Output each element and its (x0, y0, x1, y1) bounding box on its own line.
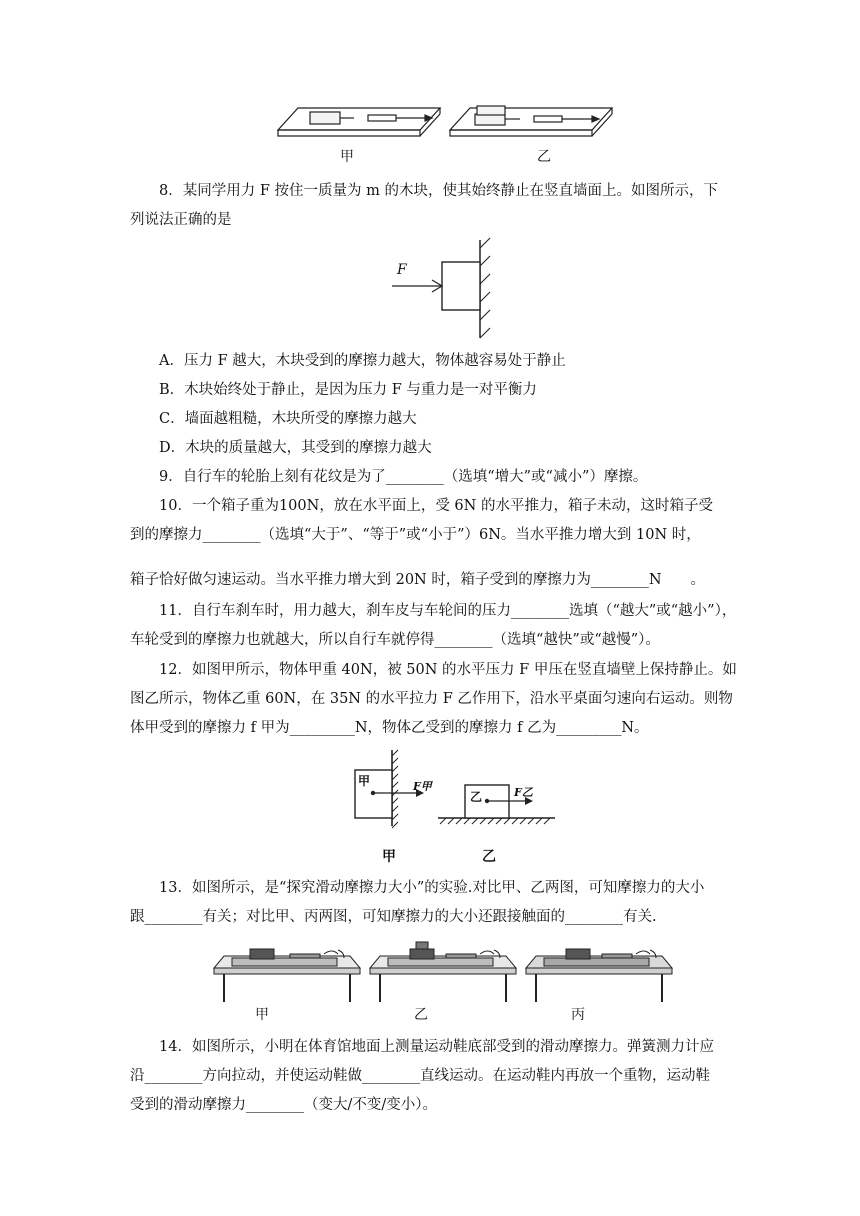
q13-figure-tables (210, 938, 680, 1004)
q12-caption-yi: 乙 (482, 849, 496, 865)
q9-line1: 9．自行车的轮胎上刻有花纹是为了________（选填“增大”或“减小”）摩擦。 (159, 469, 648, 485)
figure-top-caption-jia: 甲 (340, 149, 354, 165)
q10-line3: 箱子恰好做匀速运动。当水平推力增大到 20N 时，箱子受到的摩擦力为________N 。 (130, 572, 706, 588)
q12-caption-jia: 甲 (382, 849, 396, 865)
q14-line3: 受到的滑动摩擦力________（变大/不变/变小）。 (130, 1097, 438, 1113)
q10-line2: 到的摩擦力________（选填“大于”、“等于”或“小于”）6N。当水平推力增大到 10N 时， (130, 527, 701, 543)
q12-line1: 12．如图甲所示，物体甲重 40N，被 50N 的水平压力 F 甲压在竖直墙壁上保持静止。如 (159, 662, 737, 678)
q13-line2: 跟________有关；对比甲、丙两图，可知摩擦力的大小还跟接触面的________有关. (130, 909, 657, 925)
q12-block-jia-label: 甲 (358, 774, 371, 788)
q8-line1: 8．某同学用力 F 按住一质量为 m 的木块，使其始终静止在竖直墙面上。如图所示，下 (159, 183, 718, 199)
q8-figure-wall-block (390, 236, 510, 342)
q13-table-jia (214, 949, 360, 1002)
figure-top-boards (270, 100, 620, 146)
q14-line1: 14．如图所示，小明在体育馆地面上测量运动鞋底部受到的滑动摩擦力。弹簧测力计应 (159, 1039, 714, 1055)
q13-line1: 13．如图所示，是“探究滑动摩擦力大小”的实验.对比甲、乙两图，可知摩擦力的大小 (159, 880, 705, 896)
q13-caption-yi: 乙 (414, 1007, 428, 1023)
q14-line2: 沿________方向拉动，并使运动鞋做________直线运动。在运动鞋内再放一个重物，运动鞋 (130, 1068, 710, 1084)
q8-force-label: F (397, 262, 407, 278)
q13-caption-jia: 甲 (255, 1007, 269, 1023)
figure-top-caption-yi: 乙 (537, 149, 551, 165)
q8-option-c: C．墙面越粗糙，木块所受的摩擦力越大 (159, 411, 417, 427)
q13-table-yi (370, 942, 516, 1002)
q11-line2: 车轮受到的摩擦力也就越大，所以自行车就停得________（选填“越快”或“越慢”）。 (130, 632, 660, 648)
q13-caption-bing: 丙 (571, 1007, 585, 1023)
q8-line2: 列说法正确的是 (130, 212, 232, 228)
board-jia (278, 108, 440, 136)
q13-table-bing (526, 949, 672, 1002)
q12-line3: 体甲受到的摩擦力 f 甲为_________N，物体乙受到的摩擦力 f 乙为_________N。 (130, 720, 649, 736)
q12-force-jia-label: F甲 (413, 780, 432, 793)
q12-force-yi-label: F乙 (514, 786, 533, 799)
board-yi (450, 106, 612, 136)
q12-block-yi-label: 乙 (470, 790, 483, 804)
q12-line2: 图乙所示，物体乙重 60N，在 35N 的水平拉力 F 乙作用下，沿水平桌面匀速向右运动。则物 (130, 691, 733, 707)
q10-line1: 10．一个箱子重为100N，放在水平面上，受 6N 的水平推力，箱子未动，这时箱子受 (159, 498, 713, 514)
q8-option-d: D．木块的质量越大，其受到的摩擦力越大 (159, 440, 432, 456)
q8-option-b: B．木块始终处于静止，是因为压力 F 与重力是一对平衡力 (159, 382, 537, 398)
q11-line1: 11．自行车刹车时，用力越大，刹车皮与车轮间的压力________选填（“越大”或“越小”）， (159, 603, 737, 619)
q8-option-a: A．压力 F 越大，木块受到的摩擦力越大，物体越容易处于静止 (159, 353, 566, 369)
